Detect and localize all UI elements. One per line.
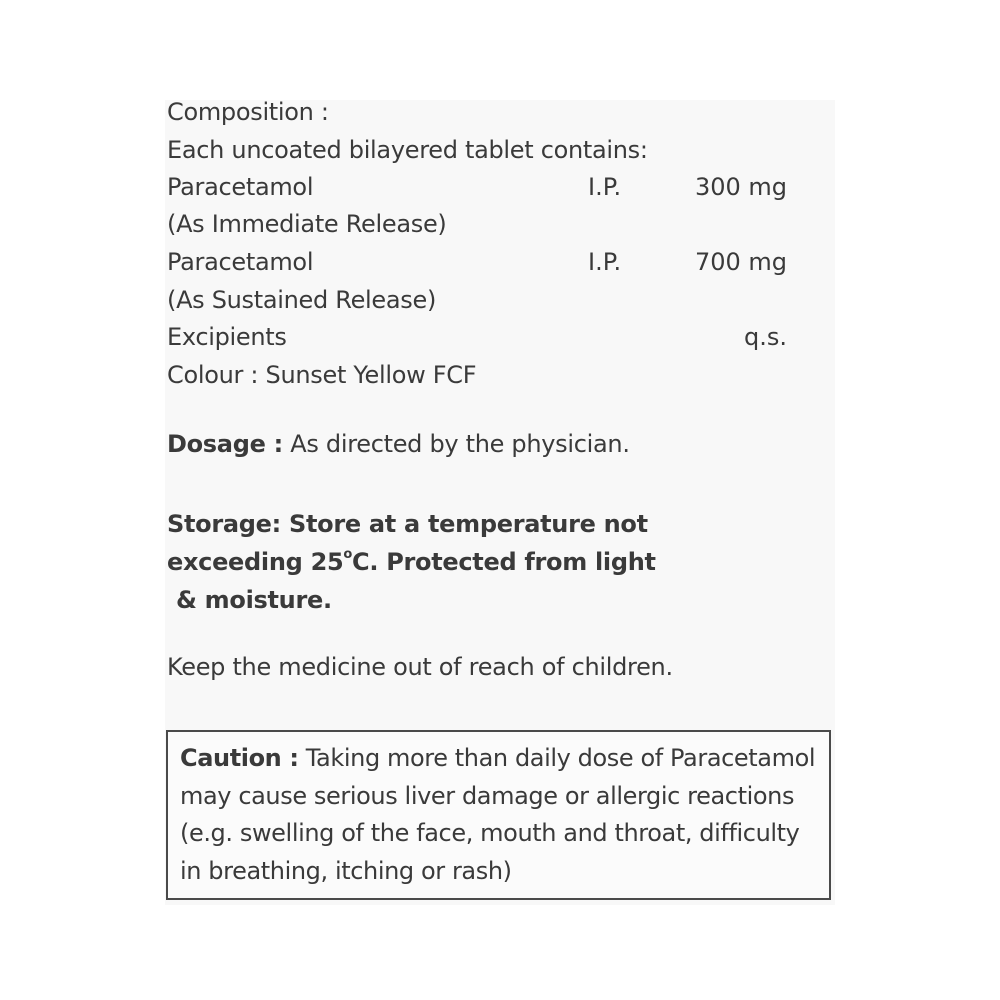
composition-intro: Each uncoated bilayered tablet contains: <box>167 136 648 164</box>
ingredient-1-note: (As Immediate Release) <box>167 210 447 238</box>
ingredient-3-quantity: q.s. <box>744 323 787 351</box>
ingredient-1-quantity: 300 mg <box>694 173 787 201</box>
ingredient-1-standard: I.P. <box>588 173 622 201</box>
degree-symbol: o <box>343 547 353 562</box>
ingredient-1-name: Paracetamol <box>167 173 314 201</box>
storage-line-2-end: C. Protected from light <box>352 548 656 576</box>
caution-label: Caution : <box>180 744 299 772</box>
colour-line: Colour : Sunset Yellow FCF <box>167 361 477 389</box>
dosage-line <box>167 429 630 459</box>
storage-block <box>167 505 727 619</box>
ingredient-2-name: Paracetamol <box>167 248 314 276</box>
ingredient-2-note: (As Sustained Release) <box>167 286 437 314</box>
ingredient-2-quantity: 700 mg <box>694 248 787 276</box>
ingredient-2-standard: I.P. <box>588 248 622 276</box>
keep-out-of-reach: Keep the medicine out of reach of children. <box>167 653 673 681</box>
dosage-label: Dosage : <box>167 430 283 458</box>
caution-body: Taking more than daily dose of Paracetamol may cause serious liver damage or allergic reactions (e.g. swelling of the face, mouth and throat, difficulty in breathing, itching or rash) <box>180 744 816 885</box>
caution-box <box>166 730 831 900</box>
storage-line-3: & moisture. <box>176 586 332 614</box>
composition-heading: Composition : <box>167 98 329 126</box>
storage-line-2 <box>167 543 727 581</box>
storage-line-2-start: exceeding 25 <box>167 548 344 576</box>
dosage-text: As directed by the physician. <box>290 430 630 458</box>
caution-text <box>180 740 820 890</box>
storage-line-1: Storage: Store at a temperature not <box>167 510 648 538</box>
ingredient-3-name: Excipients <box>167 323 287 351</box>
